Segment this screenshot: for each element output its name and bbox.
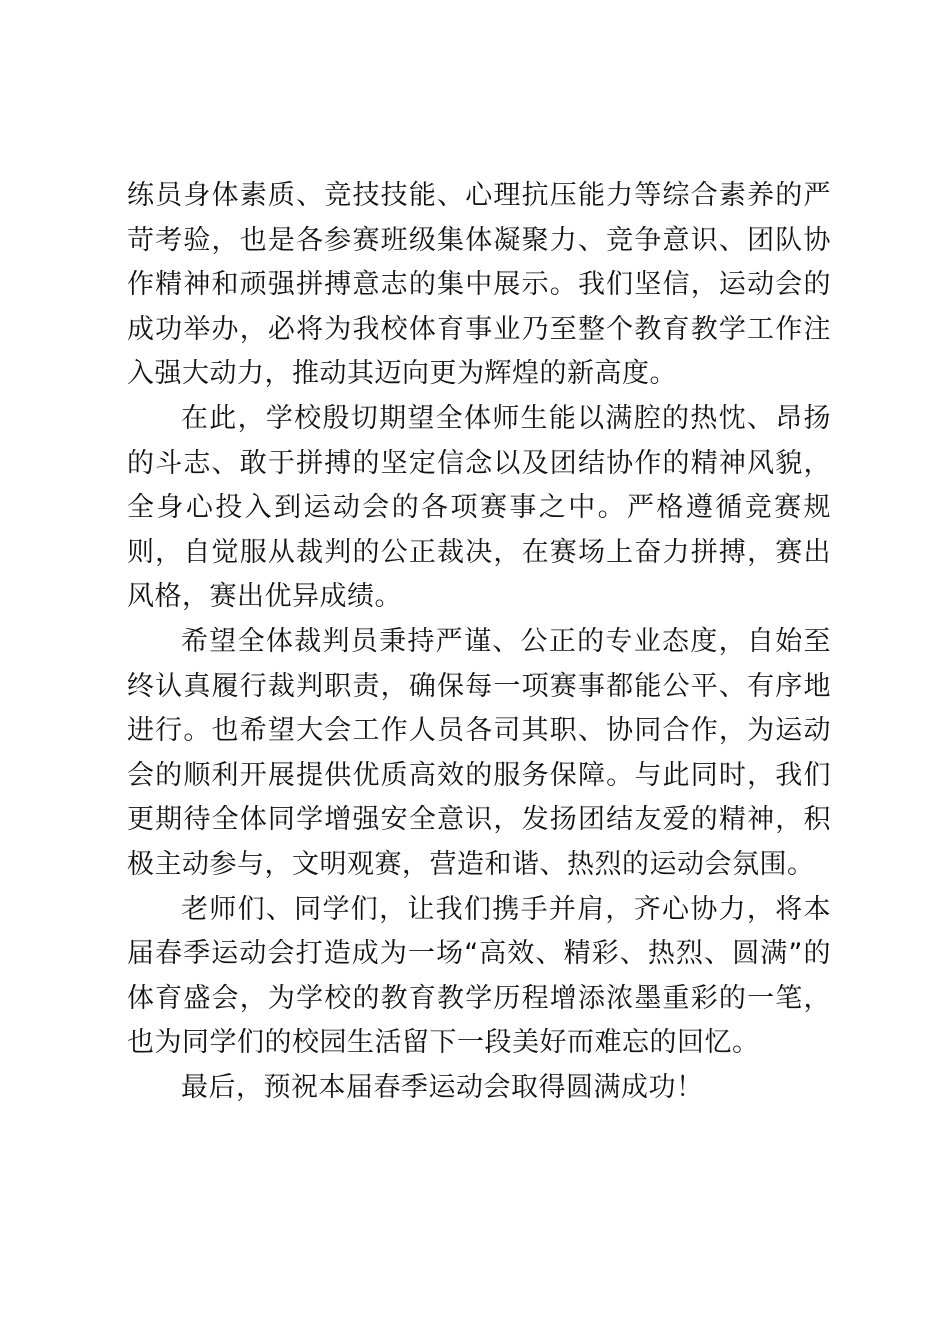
paragraph-closing: 最后，预祝本届春季运动会取得圆满成功！ xyxy=(181,1071,704,1103)
document-body xyxy=(127,174,831,1110)
paragraph-continuation: 练员身体素质、竞技技能、心理抗压能力等综合素养的严苛考验，也是各参赛班级集体凝聚力、竞争意识、团队协作精神和顽强拼搏意志的集中展示。我们坚信，运动会的成功举办，必将为我校体育事业乃至整个教育教学工作注入强大动力，推动其迈向更为辉煌的新高度。 xyxy=(127,180,831,390)
paragraph-expectation-all: 在此，学校殷切期望全体师生能以满腔的热忱、昂扬的斗志、敢于拼搏的坚定信念以及团结协作的精神风貌，全身心投入到运动会的各项赛事之中。严格遵循竞赛规则，自觉服从裁判的公正裁决，在赛场上奋力拼搏，赛出风格，赛出优异成绩。 xyxy=(127,402,831,613)
paragraph-expectation-staff: 希望全体裁判员秉持严谨、公正的专业态度，自始至终认真履行裁判职责，确保每一项赛事都能公平、有序地进行。也希望大会工作人员各司其职、协同合作，为运动会的顺利开展提供优质高效的服务保障。与此同时，我们更期待全体同学增强安全意识，发扬团结友爱的精神，积极主动参与，文明观赛，营造和谐、热烈的运动会氛围。 xyxy=(127,625,831,880)
paragraph-call-to-action: 老师们、同学们，让我们携手并肩，齐心协力，将本届春季运动会打造成为一场“高效、精彩、热烈、圆满”的体育盛会，为学校的教育教学历程增添浓墨重彩的一笔，也为同学们的校园生活留下一段美好而难忘的回忆。 xyxy=(127,893,831,1059)
